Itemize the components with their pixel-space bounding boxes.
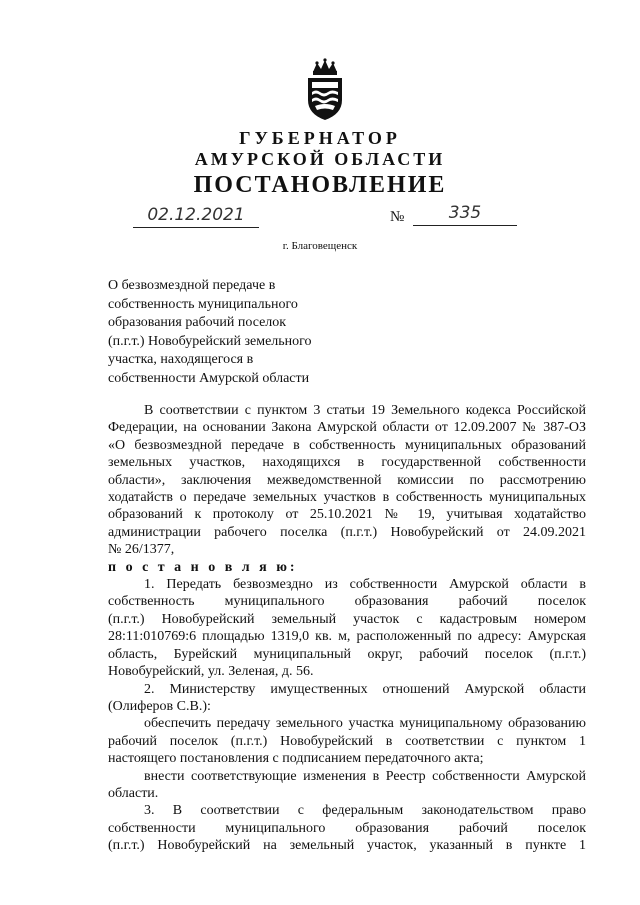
header-title-governor: ГУБЕРНАТОР [239,128,401,148]
body-line: № 26/1377, [108,542,175,558]
body-line: «О безвозмездной передаче в собственность муниципальных образований [108,437,586,453]
subject-line: собственность муниципального [108,296,298,312]
subject-line: участка, находящегося в [108,352,254,367]
body-line: Новобурейский, ул. Зеленая, д. 56. [108,664,314,680]
issue-city: г. Благовещенск [282,240,358,252]
body-line: обеспечить передачу земельного участка муниципальному образованию [144,716,586,732]
document-subject [108,277,358,388]
document-date: 02.12.2021 [133,205,259,228]
body-line: В соответствии с пунктом 3 статьи 19 Земельного кодекса Российской [144,403,586,418]
number-sign: № [390,209,405,225]
document-number: 335 [413,203,517,226]
body-line: ходатайств о передаче земельных участков в собственность муниципальных [108,490,586,506]
body-line: (п.г.т.) Новобурейский земельный участок с кадастровым номером [108,611,586,627]
body-line: настоящего постановления с подписанием передаточного акта; [108,751,484,767]
body-line: внести соответствующие изменения в Реестр собственности Амурской [144,768,586,784]
resolution-keyword: п о с т а н о в л я ю: [108,559,298,575]
subject-line: О безвозмездной передаче в [108,278,276,293]
subject-line: собственности Амурской области [108,370,310,386]
body-line: собственность муниципального образования рабочий поселок [108,594,586,610]
document-type-title: ПОСТАНОВЛЕНИЕ [193,172,447,198]
body-line: земельных участков, находящихся в государственной собственности [108,455,586,471]
body-line: рабочий поселок (п.г.т.) Новобурейский в соответствии с пунктом 1 [108,733,586,749]
subject-line: (п.г.т.) Новобурейский земельного [108,333,312,349]
subject-line: образования рабочий поселок [108,315,287,330]
coat-of-arms-icon [303,58,347,122]
body-line: администрации рабочего поселка (п.г.т.) Новобурейский от 24.09.2021 [108,524,586,540]
body-line: образований к протоколу от 25.10.2021 № 19, учитывая ходатайство [108,507,586,523]
body-line: 3. В соответствии с федеральным законодательством право [144,803,586,819]
body-line: 2. Министерству имущественных отношений Амурской области [144,681,586,697]
body-line: Федерации, на основании Закона Амурской области от 12.09.2007 № 387-ОЗ [108,420,586,436]
body-line: (Олиферов С.В.): [108,698,211,714]
body-line: области. [108,785,159,801]
body-line: 28:11:010769:6 площадью 1319,0 кв. м, расположенный по адресу: Амурская [108,629,586,645]
body-line: 1. Передать безвозмездно из собственности Амурской области в [144,577,586,593]
body-line: область, Бурейский муниципальный округ, рабочий поселок (п.г.т.) [108,646,586,662]
header-title-region: АМУРСКОЙ ОБЛАСТИ [194,149,446,169]
body-line: собственности муниципального образования рабочий поселок [108,820,586,836]
body-line: области», заключения межведомственной комиссии по рассмотрению [108,472,586,488]
body-line: (п.г.т.) Новобурейский на земельный участок, указанный в пункте 1 [108,838,586,854]
document-body [108,402,586,855]
